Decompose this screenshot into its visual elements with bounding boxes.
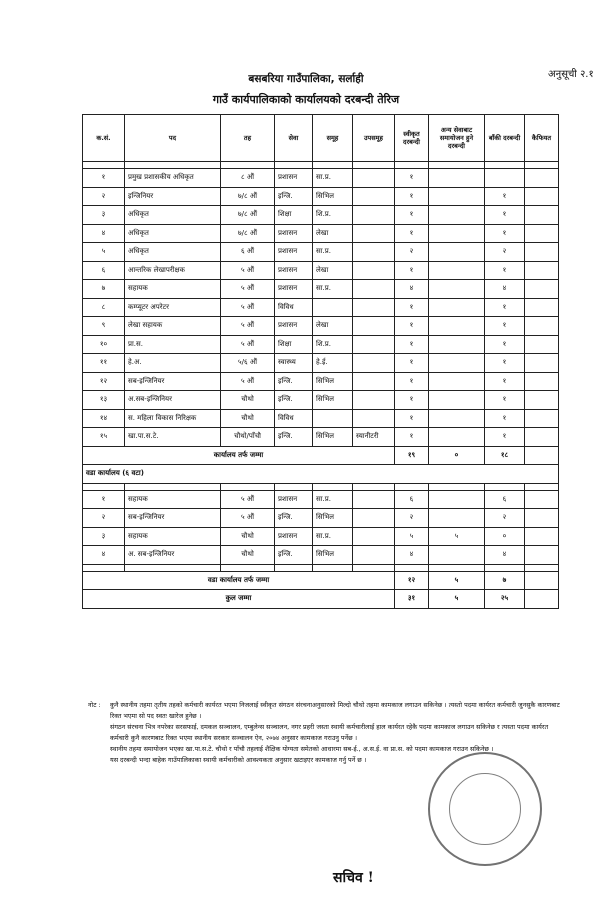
- table-cell: इन्जि.: [275, 187, 313, 206]
- table-cell: इन्जिनियर: [125, 187, 221, 206]
- table-cell: [429, 224, 485, 243]
- table-cell: ५/६ औं: [221, 354, 275, 373]
- table-cell: ४: [83, 546, 125, 565]
- table-cell: सा.प्र.: [313, 490, 353, 509]
- table-cell: ५ औं: [221, 490, 275, 509]
- note-item: स्थानीय तहमा समायोजन भएका खा.पा.स.टे. चौथो र पाँचौ तहलाई शैक्षिक योग्यता समेतको आधारमा सब-ई., अ.स.ई. वा प्रा.स. को पदमा कामकाज गराउन सकिनेछ ।: [110, 744, 494, 753]
- table-cell: [429, 280, 485, 299]
- table-cell: ८: [83, 298, 125, 317]
- table-cell: इन्जि.: [275, 372, 313, 391]
- table-cell: ४: [83, 224, 125, 243]
- annex-label: अनुसूची २.१: [548, 69, 594, 80]
- table-cell: ५ औं: [221, 335, 275, 354]
- table-cell: [525, 335, 559, 354]
- table-cell: [525, 409, 559, 428]
- table-cell: [429, 509, 485, 528]
- table-row: [83, 298, 559, 317]
- table-cell: [429, 169, 485, 188]
- table-cell: लेखा: [313, 261, 353, 280]
- table-cell: चौथो: [221, 409, 275, 428]
- table-cell: १: [395, 428, 429, 447]
- table-row: [83, 391, 559, 410]
- table-cell: प्रशासन: [275, 527, 313, 546]
- table-row: [83, 372, 559, 391]
- table-cell: [353, 372, 395, 391]
- table-cell: १: [485, 409, 525, 428]
- table-cell: [353, 335, 395, 354]
- table-cell: १: [395, 298, 429, 317]
- table-cell: प्रमुख प्रशासकीय अधिकृत: [125, 169, 221, 188]
- table-cell: लेखा: [313, 224, 353, 243]
- table-cell: [353, 317, 395, 336]
- table-row: [83, 509, 559, 528]
- table-cell: ४: [485, 546, 525, 565]
- table-cell: [429, 490, 485, 509]
- table-cell: [429, 298, 485, 317]
- table-cell: हे.ई.: [313, 354, 353, 373]
- spacer-row: [83, 564, 559, 571]
- spacer-row: [83, 162, 559, 169]
- table-cell: इन्जि.: [275, 546, 313, 565]
- table-row: [83, 243, 559, 262]
- table-cell: १: [395, 224, 429, 243]
- table-cell: [525, 243, 559, 262]
- table-row: [83, 546, 559, 565]
- table-cell: [353, 354, 395, 373]
- table-cell: [525, 391, 559, 410]
- table-cell: ८ औं: [221, 169, 275, 188]
- table-cell: लेखा सहायक: [125, 317, 221, 336]
- table-cell: प्रशासन: [275, 261, 313, 280]
- table-cell: ३: [83, 206, 125, 225]
- table-cell: [525, 280, 559, 299]
- table-cell: १: [395, 317, 429, 336]
- table-cell: विविध: [275, 409, 313, 428]
- table-cell: १: [485, 298, 525, 317]
- table-cell: १: [395, 354, 429, 373]
- table-cell: १३: [83, 391, 125, 410]
- table-cell: १: [485, 224, 525, 243]
- table-cell: [353, 280, 395, 299]
- table-cell: [525, 206, 559, 225]
- table-cell: १: [485, 354, 525, 373]
- total-label: कार्यालय तर्फ जम्मा: [83, 446, 395, 465]
- table-cell: ५: [395, 527, 429, 546]
- table-cell: ११: [83, 354, 125, 373]
- column-header: बाँकी दरबन्दी: [485, 115, 525, 162]
- table-cell: [429, 354, 485, 373]
- table-cell: [525, 490, 559, 509]
- table-cell: अधिकृत: [125, 206, 221, 225]
- table-cell: स. महिला विकास निरिक्षक: [125, 409, 221, 428]
- table-cell: १२: [83, 372, 125, 391]
- table-cell: १: [395, 261, 429, 280]
- office-total-row: [83, 446, 559, 465]
- table-cell: शिक्षा: [275, 206, 313, 225]
- table-cell: ७/८ औं: [221, 224, 275, 243]
- total-approved: १२: [395, 571, 429, 590]
- table-row: [83, 354, 559, 373]
- table-cell: [525, 169, 559, 188]
- table-cell: सहायक: [125, 280, 221, 299]
- table-row: [83, 224, 559, 243]
- table-cell: विविध: [275, 298, 313, 317]
- ward-section-heading: [83, 465, 559, 484]
- total-adjusted: ५: [429, 571, 485, 590]
- table-cell: [429, 391, 485, 410]
- table-cell: ७: [83, 280, 125, 299]
- table-cell: [313, 298, 353, 317]
- table-cell: [429, 261, 485, 280]
- table-cell: १: [83, 169, 125, 188]
- table-cell: [429, 206, 485, 225]
- table-cell: स्यानीटरी: [353, 428, 395, 447]
- table-cell: प्रशासन: [275, 224, 313, 243]
- table-cell: १: [485, 261, 525, 280]
- table-cell: १: [485, 391, 525, 410]
- table-cell: ५ औं: [221, 280, 275, 299]
- table-cell: १: [83, 490, 125, 509]
- table-cell: सा.प्र.: [313, 243, 353, 262]
- table-cell: २: [83, 509, 125, 528]
- table-cell: सहायक: [125, 527, 221, 546]
- table-cell: २: [395, 243, 429, 262]
- table-cell: चौथो: [221, 546, 275, 565]
- table-cell: १: [395, 335, 429, 354]
- table-cell: ५: [83, 243, 125, 262]
- table-cell: ६ औं: [221, 243, 275, 262]
- table-cell: १: [485, 428, 525, 447]
- table-row: [83, 409, 559, 428]
- table-cell: प्रशासन: [275, 280, 313, 299]
- table-row: [83, 335, 559, 354]
- table-cell: सिभिल: [313, 509, 353, 528]
- note-item: कुनै स्थानीय तहमा तृतीय तहको कर्मचारी कार्यरत भएमा निजलाई स्वीकृत संगठन संरचनाअनुसारको मिल्दो चौथो तहमा कामकाज लगाउन सकिनेछ । त्यस्तो पदमा कार्यरत कर्मचारी जुनसुकै कारणबाट रिक्त भएमा सो पद स्वतः खारेज हुनेछ ।: [110, 701, 560, 720]
- table-row: [83, 428, 559, 447]
- official-seal: [428, 752, 542, 866]
- table-cell: [525, 224, 559, 243]
- table-cell: १: [485, 187, 525, 206]
- table-cell: चौथो: [221, 391, 275, 410]
- table-cell: [429, 428, 485, 447]
- table-cell: ७/८ औं: [221, 206, 275, 225]
- table-cell: १: [395, 409, 429, 428]
- table-cell: [353, 187, 395, 206]
- column-header: क.सं.: [83, 115, 125, 162]
- table-cell: २: [83, 187, 125, 206]
- table-cell: [485, 169, 525, 188]
- table-cell: [353, 224, 395, 243]
- table-cell: ५ औं: [221, 317, 275, 336]
- table-row: [83, 206, 559, 225]
- table-cell: इन्जि.: [275, 428, 313, 447]
- table-cell: ६: [485, 490, 525, 509]
- table-cell: [525, 298, 559, 317]
- table-cell: प्रा.स.: [125, 335, 221, 354]
- table-row: [83, 187, 559, 206]
- total-approved: १९: [395, 446, 429, 465]
- table-cell: अ. सब-इन्जिनियर: [125, 546, 221, 565]
- table-cell: अधिकृत: [125, 224, 221, 243]
- table-cell: लेखा: [313, 317, 353, 336]
- table-cell: सिभिल: [313, 546, 353, 565]
- table-cell: [429, 187, 485, 206]
- column-header: समूह: [313, 115, 353, 162]
- table-cell: ९: [83, 317, 125, 336]
- table-cell: ५ औं: [221, 509, 275, 528]
- table-cell: ४: [395, 280, 429, 299]
- table-cell: शिक्षा: [275, 335, 313, 354]
- table-cell: [525, 187, 559, 206]
- column-header: उपसमूह: [353, 115, 395, 162]
- table-cell: ७/८ औं: [221, 187, 275, 206]
- ward-total-row: [83, 571, 559, 590]
- table-cell: [429, 409, 485, 428]
- table-cell: ०: [485, 527, 525, 546]
- table-cell: [429, 372, 485, 391]
- table-cell: १: [395, 187, 429, 206]
- table-cell: सा.प्र.: [313, 169, 353, 188]
- table-cell: सहायक: [125, 490, 221, 509]
- table-cell: शि.प्र.: [313, 206, 353, 225]
- table-cell: १५: [83, 428, 125, 447]
- table-cell: [353, 409, 395, 428]
- document-title: बसबरिया गाउँपालिका, सर्लाही: [248, 73, 364, 85]
- table-cell: ४: [395, 546, 429, 565]
- table-cell: [353, 546, 395, 565]
- spacer-row: [83, 483, 559, 490]
- table-row: [83, 169, 559, 188]
- table-row: [83, 261, 559, 280]
- table-cell: २: [485, 509, 525, 528]
- table-cell: १: [395, 391, 429, 410]
- table-cell: [525, 317, 559, 336]
- table-cell: [429, 546, 485, 565]
- table-cell: खा.पा.स.टे.: [125, 428, 221, 447]
- table-cell: सब-इन्जिनियर: [125, 509, 221, 528]
- table-cell: सिभिल: [313, 187, 353, 206]
- table-cell: [525, 354, 559, 373]
- table-cell: ५ औं: [221, 372, 275, 391]
- column-header: अन्य सेवाबाट समायोजन हुने दरबन्दी: [429, 115, 485, 162]
- staffing-table: [82, 114, 559, 609]
- table-cell: चौथो: [221, 527, 275, 546]
- table-cell: [525, 509, 559, 528]
- table-cell: ६: [395, 490, 429, 509]
- table-cell: १०: [83, 335, 125, 354]
- table-cell: [353, 243, 395, 262]
- table-cell: १: [485, 335, 525, 354]
- table-cell: ५ औं: [221, 261, 275, 280]
- table-cell: २: [485, 243, 525, 262]
- table-header-row: [83, 115, 559, 162]
- table-cell: ५: [429, 527, 485, 546]
- table-cell: [429, 317, 485, 336]
- table-cell: १: [485, 206, 525, 225]
- total-remaining: १८: [485, 446, 525, 465]
- table-cell: ४: [485, 280, 525, 299]
- table-cell: १४: [83, 409, 125, 428]
- notes-label: नोट :: [88, 701, 101, 709]
- table-cell: कम्प्यूटर अपरेटर: [125, 298, 221, 317]
- table-cell: आन्तरिक लेखापरीक्षक: [125, 261, 221, 280]
- signature-text: सचिव !: [333, 870, 374, 886]
- column-header: सेवा: [275, 115, 313, 162]
- grand-total-row: [83, 590, 559, 609]
- table-cell: अ.सब-इन्जिनियर: [125, 391, 221, 410]
- table-cell: सिभिल: [313, 372, 353, 391]
- total-remaining: २५: [485, 590, 525, 609]
- document-subtitle: गाउँ कार्यपालिकाको कार्यालयको दरबन्दी तेरिज: [212, 93, 400, 106]
- total-adjusted: ५: [429, 590, 485, 609]
- table-cell: १: [485, 372, 525, 391]
- table-cell: [353, 206, 395, 225]
- table-cell: प्रशासन: [275, 243, 313, 262]
- table-cell: १: [395, 206, 429, 225]
- table-cell: प्रशासन: [275, 317, 313, 336]
- table-cell: चौथो/पाँचौ: [221, 428, 275, 447]
- table-cell: [353, 298, 395, 317]
- table-cell: [525, 372, 559, 391]
- table-cell: [429, 335, 485, 354]
- total-label: वडा कार्यालय तर्फ जम्मा: [83, 571, 395, 590]
- total-approved: ३१: [395, 590, 429, 609]
- section-title: वडा कार्यालय (६ वटा): [83, 465, 559, 484]
- table-cell: [353, 490, 395, 509]
- table-cell: सिभिल: [313, 391, 353, 410]
- table-cell: [353, 527, 395, 546]
- table-cell: प्रशासन: [275, 490, 313, 509]
- column-header: पद: [125, 115, 221, 162]
- column-header: तह: [221, 115, 275, 162]
- column-header: स्वीकृत दरबन्दी: [395, 115, 429, 162]
- table-cell: सब-इन्जिनियर: [125, 372, 221, 391]
- note-item: संगठन संरचना भित्र नपरेका सरसफाई, दमकल सञ्चालन, एम्बुलेन्स सञ्चालन, नगर प्रहरी जस्ता स्थायी कर्मचारीलाई हाल कार्यरत रहेकै पदमा कामकाज लगाउन सकिनेछ र त्यस्ता पदमा कार्यरत कर्मचारी कुनै कारणबाट रिक्त भएमा स्थानीय सरकार सञ्चालन ऐन, २०७४ अनुसार कामकाज गराउनु पर्नेछ ।: [110, 722, 549, 742]
- table-cell: ६: [83, 261, 125, 280]
- table-cell: ५ औं: [221, 298, 275, 317]
- total-adjusted: ०: [429, 446, 485, 465]
- table-cell: [353, 509, 395, 528]
- table-cell: [429, 243, 485, 262]
- table-cell: [353, 169, 395, 188]
- table-row: [83, 490, 559, 509]
- table-cell: सा.प्र.: [313, 527, 353, 546]
- table-cell: [353, 261, 395, 280]
- table-row: [83, 280, 559, 299]
- table-cell: प्रशासन: [275, 169, 313, 188]
- table-cell: सिभिल: [313, 428, 353, 447]
- table-cell: २: [395, 509, 429, 528]
- table-cell: इन्जि.: [275, 509, 313, 528]
- table-cell: [525, 428, 559, 447]
- table-cell: शि.प्र.: [313, 335, 353, 354]
- total-label: कुल जम्मा: [83, 590, 395, 609]
- table-cell: अधिकृत: [125, 243, 221, 262]
- total-remaining: ७: [485, 571, 525, 590]
- note-item: यस दरबन्दी भन्दा बाहेक गाउँपालिकाका स्थायी कर्मचारीको आवश्यकता अनुसार खटाइएर कामकाज गर्नु पर्ने छ ।: [110, 755, 367, 764]
- table-cell: स्वास्थ्य: [275, 354, 313, 373]
- column-header: कैफियत: [525, 115, 559, 162]
- table-cell: ३: [83, 527, 125, 546]
- table-cell: १: [485, 317, 525, 336]
- table-cell: इन्जि.: [275, 391, 313, 410]
- table-cell: [353, 391, 395, 410]
- table-cell: सा.प्र.: [313, 280, 353, 299]
- table-row: [83, 317, 559, 336]
- table-cell: १: [395, 372, 429, 391]
- table-cell: [525, 546, 559, 565]
- table-cell: १: [395, 169, 429, 188]
- table-cell: [313, 409, 353, 428]
- table-cell: [525, 527, 559, 546]
- table-cell: [525, 261, 559, 280]
- table-row: [83, 527, 559, 546]
- table-cell: हे.अ.: [125, 354, 221, 373]
